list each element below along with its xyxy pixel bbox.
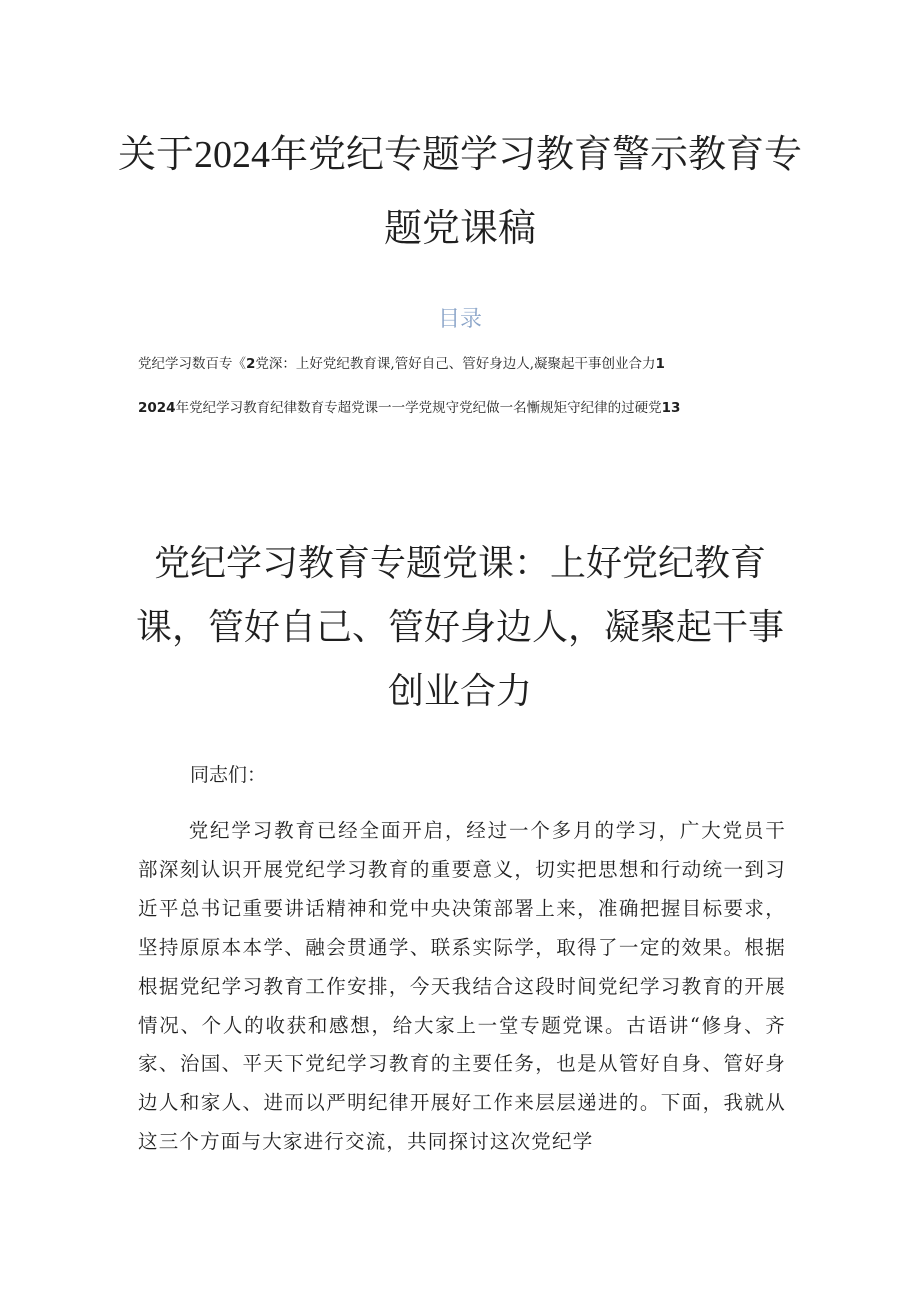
toc-entry-lead: 2024 bbox=[138, 400, 176, 416]
section-title-line1: 党纪学习教育专题党课：上好党纪教育 bbox=[153, 543, 766, 584]
document-title bbox=[110, 118, 810, 266]
toc-entry-text: 年党纪学习教育纪律数育专超党课一一学党规守党纪做一名慚规矩守纪律的过硬党 bbox=[175, 400, 662, 416]
salutation: 同志们： bbox=[190, 764, 267, 786]
toc-entry-text-cont: 党深：上好党纪教育课,管好自己、管好身边人,凝聚起干事创业合力 bbox=[255, 356, 656, 372]
toc-entry-page: 1 bbox=[655, 356, 665, 372]
section-title-line3: 创业合力 bbox=[387, 671, 532, 712]
toc-heading: 目录 bbox=[437, 307, 482, 332]
toc-entry[interactable] bbox=[138, 396, 798, 416]
section-title-line2: 课，管好自己、管好身边人，凝聚起干事 bbox=[135, 607, 784, 648]
section-title bbox=[130, 532, 790, 724]
toc-entry-text: 党纪学习数百专《 bbox=[138, 356, 246, 372]
toc-entry-page: 13 bbox=[661, 400, 681, 416]
document-title-line1: 关于2024年党纪专题学习教育警示教育专 bbox=[117, 134, 802, 176]
document-title-line2: 题党课稿 bbox=[383, 208, 536, 250]
toc-entry[interactable] bbox=[138, 352, 798, 372]
toc-entry-number: 2 bbox=[246, 356, 256, 372]
body-paragraph: 党纪学习教育已经全面开启，经过一个多月的学习，广大党员干部深刻认识开展党纪学习教育的重要意义，切实把思想和行动统一到习近平总书记重要讲话精神和党中央决策部署上来，准确把握目标要求，坚持原原本本学、融会贯通学、联系实际学，取得了一定的效果。根据根据党纪学习教育工作安排，今天我结合这段时间党纪学习教育的开展情况、个人的收获和感想，给大家上一堂专题党课。古语讲“修身、齐家、治国、平天下党纪学习教育的主要任务，也是从管好自身、管好身边人和家人、进而以严明纪律开展好工作来层层递进的。下面，我就从这三个方面与大家进行交流，共同探讨这次党纪学 bbox=[138, 819, 786, 1154]
